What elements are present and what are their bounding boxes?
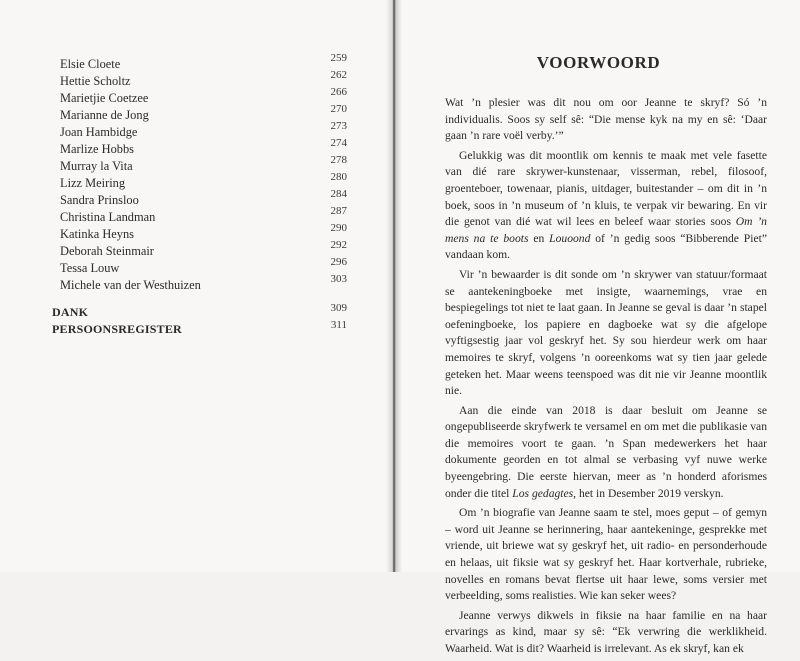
toc-entry-name: Marianne de Jong	[60, 108, 149, 122]
toc-section-name: DANK	[52, 305, 89, 319]
toc-entry-name: Tessa Louw	[60, 261, 120, 275]
foreword-paragraph-text: en	[528, 231, 550, 245]
foreword-paragraph-text: Gelukkig was dit moontlik om kennis te maak met vele fasette van dié rare skrywer-kunstenaar, visserman, rebel, filosoof, groenteboer, towenaar, pianis, uitdager, buitestander – om dit in ’n boek, soos in ’n museum of ’n kluis, te verpak vir bewaring. En vir die genot van dié wat wil lees en beleef waar stories soos	[445, 148, 767, 229]
book-title: Om ’n mens na te boots	[445, 215, 767, 245]
toc-entry-name: Joan Hambidge	[60, 125, 138, 139]
foreword-paragraph	[445, 403, 767, 503]
toc-entry-page: 296	[330, 256, 347, 268]
toc-entry-page: 266	[330, 86, 347, 98]
toc-entry-page: 270	[330, 103, 347, 115]
toc-entry	[60, 239, 350, 259]
toc-section-persoonsregister	[52, 319, 350, 337]
toc-entry-name: Christina Landman	[60, 210, 156, 224]
toc-entry-page: 262	[330, 69, 347, 81]
toc-entry	[60, 52, 350, 72]
book-title: Los gedagtes	[512, 486, 574, 500]
toc-entry-page: 274	[330, 137, 347, 149]
toc-entry-page: 273	[330, 120, 347, 132]
toc-entry-page: 290	[330, 222, 347, 234]
foreword-paragraph	[445, 148, 767, 264]
toc-entry	[60, 273, 350, 293]
foreword-paragraph-text: Aan die einde van 2018 is daar besluit om Jeanne se ongepubliseerde skryfwerk te versamel en om met die publikasie van die memoires voort te gaan. ’n Span medewerkers het haar dokumente georden en tot almal se verbasing vyf nuwe werke byeengebring. Die eerste hiervan, meer as ’n honderd aforismes onder die titel	[445, 403, 767, 500]
foreword-paragraph: Vir ’n bewaarder is dit sonde om ’n skrywer van statuur/formaat se aantekeningboeke met insigte, waarnemings, vrae en bespiegelings tot niet te laat gaan. In Jeanne se geval is daar ’n stapel oefeningboeke, los papiere en dagboeke wat sy die afgelope vyftigsestig jaar vol geskryf het. Sy sou hierdeur werk om haar memoires te skryf, volgens ’n ooreenkoms wat sy tien jaar gelede geteken het. Maar weens teenspoed was dit nie vir Jeanne moontlik nie.	[445, 267, 767, 398]
table-of-contents	[0, 0, 392, 572]
toc-entry	[60, 256, 350, 276]
book-title: Louoond	[549, 231, 591, 245]
toc-entry-name: Hettie Scholtz	[60, 74, 131, 88]
toc-section-dank	[52, 302, 350, 320]
toc-entry-page: 287	[330, 205, 347, 217]
foreword-paragraph: Jeanne verwys dikwels in fiksie na haar familie en na haar ervarings as kind, maar sy sê: “Ek verwring die werklikheid. Waarheid. Wat is dit? Waarheid is irrelevant. As ek skryf, kan ek	[445, 608, 767, 655]
toc-entry	[60, 103, 350, 123]
toc-entry-page: 284	[330, 188, 347, 200]
toc-entry-name: Katinka Heyns	[60, 227, 134, 241]
toc-entry-page: 292	[330, 239, 347, 251]
toc-entry	[60, 86, 350, 106]
foreword-paragraph: Om ’n biografie van Jeanne saam te stel, moes geput – of gemyn – word uit Jeanne se herinnering, haar aantekeninge, gesprekke met vriende, uit briewe wat sy geskryf het, uit radio- en personderhoude en helaas, uit fiksie wat sy geskryf het. Haar kortverhale, rubrieke, novelles en romans bevat flertse uit haar lewe, soms versier met verbeelding, soms realisties. Wie kan seker wees?	[445, 506, 767, 603]
toc-section-name: PERSOONSREGISTER	[52, 322, 182, 336]
toc-entry	[60, 171, 350, 191]
foreword-paragraph-text: of ’n gedig soos “Bibberende Piet” vandaan kom.	[445, 231, 767, 262]
toc-entry-name: Deborah Steinmair	[60, 244, 154, 258]
toc-entry-page: 259	[330, 52, 347, 64]
toc-entry	[60, 205, 350, 225]
toc-entry-name: Marietjie Coetzee	[60, 91, 149, 105]
toc-entry-page: 280	[330, 171, 347, 183]
toc-entry	[60, 188, 350, 208]
toc-entry	[60, 120, 350, 140]
foreword-body	[445, 95, 767, 661]
toc-entry-page: 303	[330, 273, 347, 285]
toc-entry-page: 278	[330, 154, 347, 166]
toc-entry-name: Murray la Vita	[60, 159, 133, 173]
toc-entry-name: Marlize Hobbs	[60, 142, 134, 156]
toc-entry	[60, 222, 350, 242]
toc-entry	[60, 154, 350, 174]
toc-entry-name: Sandra Prinsloo	[60, 193, 139, 207]
foreword-paragraph: Wat ’n plesier was dit nou om oor Jeanne te skryf? Só ’n individualis. Soos sy self sê: “Die mense kyk na my en sê: ‘Daar gaan ’n rare voël verby.’”	[445, 96, 767, 143]
toc-entry	[60, 137, 350, 157]
foreword-paragraph-text: , het in Desember 2019 verskyn.	[573, 486, 724, 500]
toc-entry-name: Michele van der Westhuizen	[60, 278, 201, 292]
toc-entry	[60, 69, 350, 89]
toc-entry-name: Elsie Cloete	[60, 57, 121, 71]
toc-section-page: 309	[330, 302, 347, 314]
foreword-title: VOORWOORD	[536, 53, 661, 72]
toc-entry-name: Lizz Meiring	[60, 176, 126, 190]
toc-section-page: 311	[330, 319, 347, 331]
